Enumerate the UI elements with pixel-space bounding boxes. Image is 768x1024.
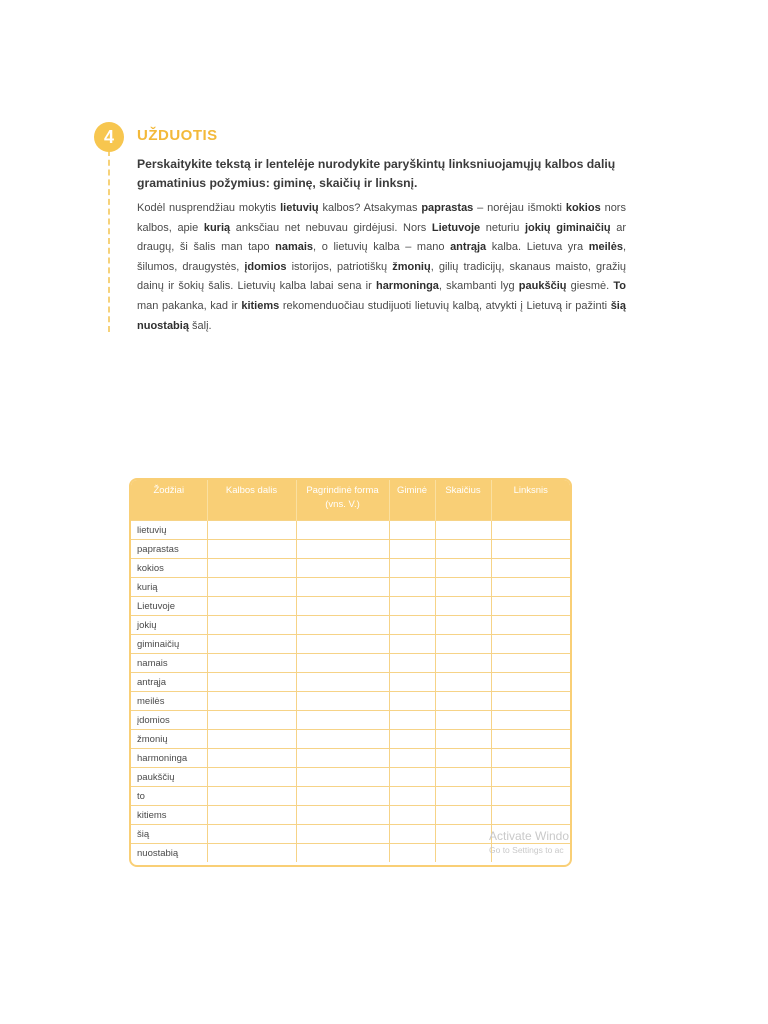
answer-cell[interactable] — [296, 730, 389, 749]
text-segment: istorijos, patriotiškų — [286, 260, 393, 273]
word-cell: kokios — [131, 559, 207, 578]
answer-cell[interactable] — [491, 540, 570, 559]
highlighted-word: šią — [610, 299, 626, 312]
table-header-row — [131, 480, 570, 521]
header-skaicius: Skaičius — [435, 480, 491, 521]
grammar-table-container — [129, 478, 572, 867]
reading-paragraph — [137, 199, 626, 336]
table-row — [131, 616, 570, 635]
header-linksnis: Linksnis — [491, 480, 570, 521]
word-cell: nuostabią — [131, 844, 207, 863]
highlighted-word: harmoninga — [375, 280, 439, 293]
text-segment: , gilių tradicijų, skanaus maisto, gražių dainų ir šokių šalis. Lietuvių kalba labai sena ir — [137, 260, 626, 293]
word-cell: paukščių — [131, 768, 207, 787]
word-cell: kitiems — [131, 806, 207, 825]
answer-cell[interactable] — [435, 806, 491, 825]
answer-cell[interactable] — [435, 578, 491, 597]
text-segment: , šilumos, draugystės, — [137, 241, 626, 273]
answer-cell[interactable] — [435, 825, 491, 844]
answer-cell[interactable] — [207, 768, 296, 787]
table-row — [131, 673, 570, 692]
answer-cell[interactable] — [389, 825, 435, 844]
answer-cell[interactable] — [207, 806, 296, 825]
answer-cell[interactable] — [207, 787, 296, 806]
highlighted-word: To — [613, 280, 627, 293]
answer-cell[interactable] — [296, 673, 389, 692]
answer-cell[interactable] — [207, 844, 296, 863]
answer-cell[interactable] — [296, 597, 389, 616]
grammar-table — [131, 480, 570, 862]
text-segment: ar draugų, ši šalis man tapo — [137, 221, 627, 254]
answer-cell[interactable] — [435, 597, 491, 616]
answer-cell[interactable] — [389, 616, 435, 635]
highlighted-word: kitiems — [241, 299, 280, 312]
table-row — [131, 540, 570, 559]
answer-cell[interactable] — [296, 787, 389, 806]
text-segment: man pakanka, kad ir — [137, 299, 242, 312]
answer-cell[interactable] — [207, 521, 296, 540]
text-segment: – norėjau išmokti — [473, 202, 566, 214]
text-segment: nors kalbos, apie — [137, 202, 626, 234]
answer-cell[interactable] — [389, 673, 435, 692]
word-cell: žmonių — [131, 730, 207, 749]
answer-cell[interactable] — [435, 540, 491, 559]
answer-cell[interactable] — [435, 730, 491, 749]
text-segment: giesmė. — [566, 280, 614, 293]
answer-cell[interactable] — [296, 578, 389, 597]
word-cell: įdomios — [131, 711, 207, 730]
highlighted-word: kokios — [565, 202, 601, 214]
task-section — [0, 0, 768, 340]
answer-cell[interactable] — [491, 749, 570, 768]
answer-cell[interactable] — [435, 768, 491, 787]
header-zodziai: Žodžiai — [131, 480, 207, 521]
word-cell: šią — [131, 825, 207, 844]
answer-cell[interactable] — [491, 597, 570, 616]
text-segment: kalbos? Atsakymas — [318, 202, 422, 214]
answer-cell[interactable] — [207, 578, 296, 597]
word-cell: jokių — [131, 616, 207, 635]
text-segment: anksčiau net nebuvau girdėjusi. Nors — [230, 221, 432, 234]
word-cell: lietuvių — [131, 521, 207, 540]
highlighted-word: meilės — [588, 241, 623, 254]
answer-cell[interactable] — [435, 616, 491, 635]
answer-cell[interactable] — [389, 597, 435, 616]
answer-cell[interactable] — [296, 559, 389, 578]
instruction-line-1: Perskaitykite tekstą ir lentelėje nurodykite paryškintų linksniuojamųjų kalbos dalių gramatinius — [137, 157, 616, 190]
answer-cell[interactable] — [296, 540, 389, 559]
answer-cell[interactable] — [296, 806, 389, 825]
answer-cell[interactable] — [435, 711, 491, 730]
instruction-line-2: požymius: giminę, skaičių ir linksnį. — [209, 176, 418, 190]
answer-cell[interactable] — [435, 521, 491, 540]
task-number-badge: 4 — [94, 122, 124, 152]
table-row — [131, 559, 570, 578]
table-row — [131, 635, 570, 654]
highlighted-word: nuostabią — [137, 319, 189, 332]
table-row — [131, 654, 570, 673]
highlighted-word: giminaičių — [556, 221, 611, 234]
answer-cell[interactable] — [389, 521, 435, 540]
answer-cell[interactable] — [207, 730, 296, 749]
answer-cell[interactable] — [389, 578, 435, 597]
table-row — [131, 711, 570, 730]
answer-cell[interactable] — [207, 692, 296, 711]
answer-cell[interactable] — [435, 654, 491, 673]
answer-cell[interactable] — [435, 787, 491, 806]
text-segment: rekomenduočiau studijuoti lietuvių kalbą, atvykti į Lietuvą ir pažinti — [279, 299, 611, 312]
answer-cell[interactable] — [491, 692, 570, 711]
word-cell: namais — [131, 654, 207, 673]
answer-cell[interactable] — [207, 673, 296, 692]
answer-cell[interactable] — [207, 635, 296, 654]
answer-cell[interactable] — [435, 844, 491, 863]
answer-cell[interactable] — [296, 768, 389, 787]
table-body — [131, 521, 570, 863]
answer-cell[interactable] — [491, 521, 570, 540]
highlighted-word: antrąja — [450, 241, 487, 254]
word-cell: to — [131, 787, 207, 806]
answer-cell[interactable] — [389, 654, 435, 673]
highlighted-word: jokių — [524, 221, 551, 234]
answer-cell[interactable] — [296, 521, 389, 540]
answer-cell[interactable] — [491, 768, 570, 787]
highlighted-word: namais — [275, 241, 314, 254]
answer-cell[interactable] — [296, 635, 389, 654]
word-cell: antrąja — [131, 673, 207, 692]
answer-cell[interactable] — [491, 806, 570, 825]
word-cell: giminaičių — [131, 635, 207, 654]
table-row — [131, 787, 570, 806]
answer-cell[interactable] — [435, 673, 491, 692]
answer-cell[interactable] — [296, 711, 389, 730]
answer-cell[interactable] — [435, 749, 491, 768]
watermark-title: Activate Windo — [489, 829, 570, 843]
answer-cell[interactable] — [296, 692, 389, 711]
answer-cell[interactable] — [491, 616, 570, 635]
highlighted-word: lietuvių — [280, 202, 319, 214]
answer-cell[interactable] — [491, 673, 570, 692]
answer-cell[interactable] — [435, 692, 491, 711]
answer-cell[interactable] — [389, 787, 435, 806]
answer-cell[interactable] — [296, 749, 389, 768]
answer-cell[interactable] — [389, 559, 435, 578]
answer-cell[interactable] — [435, 635, 491, 654]
highlighted-word: kurią — [203, 221, 231, 234]
answer-cell[interactable] — [296, 616, 389, 635]
table-row — [131, 749, 570, 768]
answer-cell[interactable] — [389, 844, 435, 863]
answer-cell[interactable] — [389, 635, 435, 654]
word-cell: kurią — [131, 578, 207, 597]
text-segment: , skambanti lyg — [438, 280, 519, 293]
highlighted-word: paukščių — [518, 280, 567, 293]
word-cell: paprastas — [131, 540, 207, 559]
answer-cell[interactable] — [207, 825, 296, 844]
answer-cell[interactable] — [491, 787, 570, 806]
table-row — [131, 692, 570, 711]
answer-cell[interactable] — [207, 711, 296, 730]
watermark-subtitle: Go to Settings to ac — [489, 845, 564, 855]
highlighted-word: žmonių — [392, 260, 431, 273]
answer-cell[interactable] — [296, 825, 389, 844]
text-segment: Kodėl nusprendžiau mokytis — [137, 202, 281, 214]
answer-cell[interactable] — [491, 578, 570, 597]
task-title: UŽDUOTIS — [137, 127, 218, 144]
answer-cell[interactable] — [491, 711, 570, 730]
answer-cell[interactable] — [435, 559, 491, 578]
table-row — [131, 578, 570, 597]
answer-cell[interactable] — [389, 692, 435, 711]
text-segment: šalį. — [188, 319, 212, 332]
highlighted-word: įdomios — [244, 260, 287, 273]
answer-cell[interactable] — [491, 730, 570, 749]
text-segment: kalba. Lietuva yra — [486, 241, 589, 254]
word-cell: harmoninga — [131, 749, 207, 768]
answer-cell[interactable] — [207, 749, 296, 768]
answer-cell[interactable] — [207, 654, 296, 673]
answer-cell[interactable] — [207, 540, 296, 559]
activation-watermark — [489, 829, 569, 857]
dashed-divider — [108, 150, 110, 332]
highlighted-word: Lietuvoje — [431, 221, 481, 234]
answer-cell[interactable] — [207, 597, 296, 616]
answer-cell[interactable] — [389, 768, 435, 787]
table-row — [131, 768, 570, 787]
answer-cell[interactable] — [491, 635, 570, 654]
highlighted-word: paprastas — [421, 202, 474, 214]
header-pagrindine-forma: Pagrindinė forma (vns. V.) — [296, 480, 389, 521]
answer-cell[interactable] — [389, 806, 435, 825]
word-cell: Lietuvoje — [131, 597, 207, 616]
answer-cell[interactable] — [389, 711, 435, 730]
answer-cell[interactable] — [389, 540, 435, 559]
header-kalbos-dalis: Kalbos dalis — [207, 480, 296, 521]
table-row — [131, 730, 570, 749]
header-gimine: Giminė — [389, 480, 435, 521]
table-row — [131, 806, 570, 825]
answer-cell[interactable] — [296, 654, 389, 673]
word-cell: meilės — [131, 692, 207, 711]
answer-cell[interactable] — [207, 559, 296, 578]
answer-cell[interactable] — [491, 654, 570, 673]
table-row — [131, 597, 570, 616]
task-instruction — [137, 155, 627, 193]
text-segment: neturiu — [480, 221, 525, 234]
answer-cell[interactable] — [296, 844, 389, 863]
answer-cell[interactable] — [491, 559, 570, 578]
answer-cell[interactable] — [389, 749, 435, 768]
table-row — [131, 521, 570, 540]
text-segment: , o lietuvių kalba – mano — [313, 241, 451, 254]
answer-cell[interactable] — [389, 730, 435, 749]
answer-cell[interactable] — [207, 616, 296, 635]
